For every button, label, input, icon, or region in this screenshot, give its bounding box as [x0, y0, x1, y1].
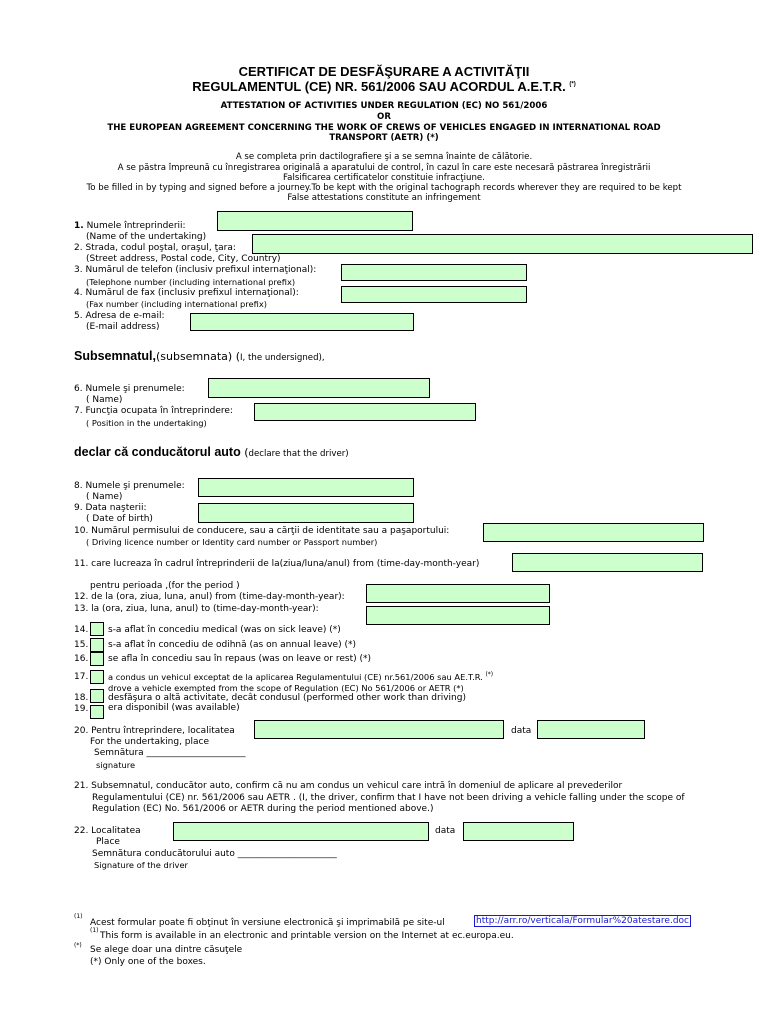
- title-line-2-text: REGULAMENTUL (CE) NR. 561/2006 SAU ACORDUL A.E.T.R.: [192, 79, 566, 94]
- footnote-1-en: This form is available in an electronic and printable version on the Internet at ec.europa.eu.: [100, 931, 514, 941]
- field-22-date-label: data: [435, 826, 456, 836]
- field-10-label-en: ( Driving licence number or Identity card number or Passport number): [86, 537, 378, 547]
- check-14-label: s-a aflat în concediu medical (was on sick leave) (*): [108, 625, 341, 635]
- field-1-label: [74, 221, 186, 231]
- field-11-label: 11. care lucreaza în cadrul întreprinderii de la(ziua/luna/anul) from (time-day-month-year): [74, 559, 480, 569]
- licence-number-field[interactable]: [483, 523, 704, 542]
- field-1-number: 1.: [74, 221, 84, 231]
- period-to-field[interactable]: [366, 606, 550, 625]
- check-16-number: 16.: [74, 654, 89, 664]
- field-1-label-en: (Name of the undertaking): [86, 232, 207, 242]
- undertaking-place-field[interactable]: [254, 720, 504, 739]
- field-10-label: 10. Numărul permisului de conducere, sau a cărţii de identitate sau a paşaportului:: [74, 526, 450, 536]
- field-7-label-en: ( Position in the undertaking): [86, 418, 207, 428]
- instruction-line: False attestations constitute an infringement: [287, 193, 481, 203]
- email-field[interactable]: [190, 313, 414, 331]
- declare-heading-paren: (: [240, 446, 249, 459]
- field-1-label-text: Numele întreprinderii:: [86, 221, 186, 231]
- undersigned-name-field[interactable]: [208, 378, 430, 398]
- undersigned-heading-bold: Subsemnatul,: [74, 349, 156, 363]
- english-title-line-2: THE EUROPEAN AGREEMENT CONCERNING THE WORK OF CREWS OF VEHICLES ENGAGED IN INTERNATIONAL ROAD: [107, 123, 661, 133]
- field-3-label-en: (Telephone number (including international prefix): [86, 277, 296, 287]
- street-address-field[interactable]: [252, 234, 753, 254]
- footnote-marker-1: (1): [74, 913, 83, 920]
- undertaking-date-field[interactable]: [537, 720, 645, 739]
- declare-heading-en: declare that the driver): [248, 449, 349, 459]
- english-title-or: OR: [377, 112, 391, 122]
- field-4-label-en: (Fax number (including international prefix): [86, 299, 267, 309]
- field-20-date-label: data: [511, 726, 532, 736]
- telephone-field[interactable]: [341, 264, 527, 281]
- undertaking-name-field[interactable]: [217, 211, 413, 231]
- driver-confirmation-line: Regulamentului (CE) nr. 561/2006 sau AETR . (I, the driver, confirm that I have not been driving a vehicle falling under the scope of: [92, 793, 685, 803]
- driver-name-field[interactable]: [198, 478, 414, 497]
- driver-confirmation-line: Regulation (EC) No. 561/2006 or AETR during the period mentioned above.): [92, 804, 434, 814]
- field-22-label-en: Place: [96, 837, 120, 847]
- leave-rest-checkbox[interactable]: [90, 652, 104, 666]
- exempted-vehicle-checkbox[interactable]: [90, 670, 104, 684]
- field-22-label: 22. Localitatea: [74, 826, 141, 836]
- position-field[interactable]: [254, 403, 476, 421]
- field-20-label-en: For the undertaking, place: [90, 737, 210, 747]
- other-work-checkbox[interactable]: [90, 689, 104, 703]
- fax-field[interactable]: [341, 286, 527, 303]
- check-14-number: 14.: [74, 625, 89, 635]
- footnote-marker-2: (*): [74, 942, 82, 949]
- field-12-label: 12. de la (ora, ziua, luna, anul) from (time-day-month-year):: [74, 592, 345, 602]
- undersigned-heading-normal: (subsemnata) (: [155, 350, 241, 363]
- sick-leave-checkbox[interactable]: [90, 622, 104, 636]
- field-13-label: 13. la (ora, ziua, luna, anul) to (time-day-month-year):: [74, 604, 319, 614]
- field-2-label-en: (Street address, Postal code, City, Country): [86, 254, 281, 264]
- field-8-label: 8. Numele şi prenumele:: [74, 481, 185, 491]
- check-17-number: 17.: [74, 672, 89, 682]
- title-footnote-mark: (*): [569, 81, 576, 88]
- check-17-footnote-mark: (*): [485, 671, 494, 678]
- footnote-2-en: (*) Only one of the boxes.: [90, 957, 206, 967]
- check-15-label: s-a aflat în concediu de odihnă (as on annual leave) (*): [108, 640, 356, 650]
- undersigned-heading: [74, 345, 325, 364]
- check-15-number: 15.: [74, 640, 89, 650]
- driver-place-field[interactable]: [173, 822, 429, 841]
- period-from-field[interactable]: [366, 584, 550, 603]
- driver-confirmation-line: 21. Subsemnatul, conducător auto, confirm că nu am condus un vehicul care intră în domeniul de aplicare al prevederilor: [74, 781, 623, 791]
- field-6-label: 6. Numele şi prenumele:: [74, 384, 185, 394]
- instruction-line: Falsificarea certificatelor constituie infracţiune.: [283, 173, 485, 183]
- driver-signature-label-en: Signature of the driver: [94, 860, 188, 870]
- check-17-label-en: drove a vehicle exempted from the scope of Regulation (EC) No 561/2006 or AETR (*): [108, 683, 464, 693]
- field-3-label: 3. Numărul de telefon (inclusiv prefixul internaţional):: [74, 265, 317, 275]
- title-line-1: CERTIFICAT DE DESFĂŞURARE A ACTIVITĂŢII: [238, 64, 530, 79]
- instruction-line: A se completa prin dactilografiere şi a se semna înainte de călătorie.: [235, 152, 533, 162]
- check-19-label: era disponibil (was available): [108, 703, 240, 713]
- check-19-number: 19.: [74, 704, 89, 714]
- check-18-label: desfăşura o altă activitate, decât condusul (performed other work than driving): [108, 693, 466, 703]
- available-checkbox[interactable]: [90, 705, 104, 719]
- undertaking-signature-line: Semnătura ______________________: [94, 748, 246, 758]
- driver-date-field[interactable]: [463, 822, 574, 841]
- field-8-label-en: ( Name): [86, 492, 123, 502]
- field-4-label: 4. Numărul de fax (inclusiv prefixul internaţional):: [74, 288, 299, 298]
- undersigned-heading-en: I, the undersigned),: [240, 353, 325, 363]
- footnote-marker-1b: (1): [90, 927, 99, 934]
- field-9-label: 9. Data naşterii:: [74, 503, 147, 513]
- footnote-2-ro: Se alege doar una dintre căsuţele: [90, 945, 243, 955]
- footnote-1-ro: Acest formular poate fi obţinut în versiune electronică şi imprimabilă pe site-ul: [90, 918, 445, 928]
- declare-heading-bold: declar că conducătorul auto: [74, 445, 241, 459]
- field-6-label-en: ( Name): [86, 395, 123, 405]
- instruction-line: A se păstra împreună cu înregistrarea originală a aparatului de control, în cazul în care este necesară păstrarea înregistrării: [117, 163, 651, 173]
- field-7-label: 7. Funcţia ocupata în întreprindere:: [74, 406, 233, 416]
- title-line-2: [0, 79, 768, 94]
- field-9-label-en: ( Date of birth): [86, 514, 153, 524]
- english-title-line-3: TRANSPORT (AETR) (*): [329, 133, 439, 143]
- period-label: pentru perioada ,(for the period ): [90, 581, 240, 591]
- check-17-label-text: a condus un vehicul exceptat de la aplicarea Regulamentului (CE) nr.561/2006 sau AE.T.R.: [108, 671, 483, 682]
- field-5-label: 5. Adresa de e-mail:: [74, 311, 165, 321]
- annual-leave-checkbox[interactable]: [90, 638, 104, 652]
- employment-start-field[interactable]: [512, 553, 703, 572]
- instruction-line: To be filled in by typing and signed before a journey.To be kept with the original tachograph records wherever they are required to be kept: [86, 183, 682, 193]
- form-download-link[interactable]: http://arr.ro/verticala/Formular%20atestare.doc: [476, 916, 689, 926]
- check-17-label: [108, 671, 493, 682]
- english-title-line-1: ATTESTATION OF ACTIVITIES UNDER REGULATION (EC) NO 561/2006: [220, 101, 548, 111]
- driver-signature-line: Semnătura conducătorului auto ______________________: [92, 849, 337, 859]
- check-16-label: se afla în concediu sau în repaus (was on leave or rest) (*): [108, 654, 371, 664]
- undertaking-signature-label-en: signature: [96, 760, 136, 770]
- declare-heading: [74, 441, 349, 460]
- field-2-label: 2. Strada, codul poştal, oraşul, ţara:: [74, 243, 236, 253]
- birth-date-field[interactable]: [198, 503, 414, 523]
- check-18-number: 18.: [74, 693, 89, 703]
- field-5-label-en: (E-mail address): [86, 322, 160, 332]
- field-20-label: 20. Pentru întreprindere, localitatea: [74, 726, 235, 736]
